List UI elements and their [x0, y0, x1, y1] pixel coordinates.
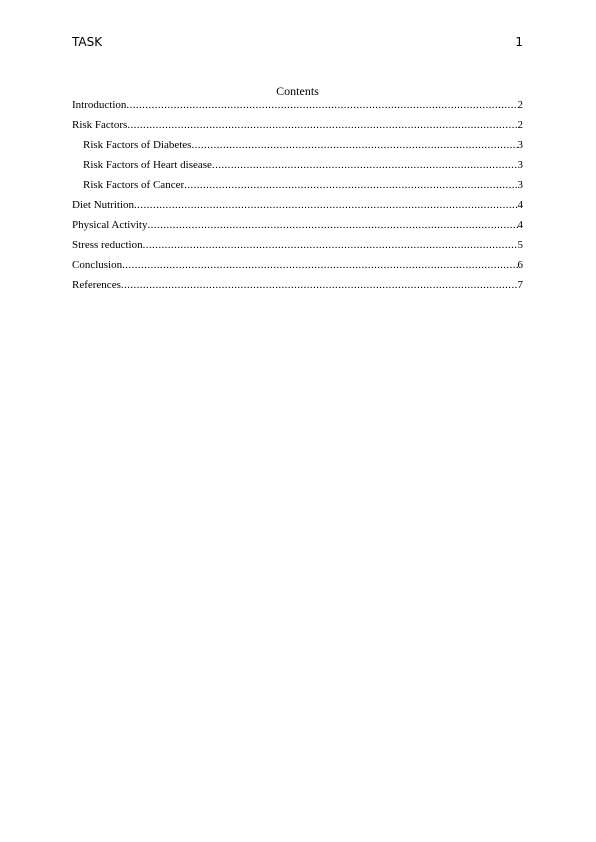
toc-dot-leader [143, 238, 518, 253]
toc-entry-label: Risk Factors of Diabetes [83, 139, 192, 151]
header-page-number: 1 [515, 35, 523, 49]
toc-entry-page: 4 [517, 219, 523, 231]
toc-dot-leader [127, 118, 517, 133]
toc-entry-risk-factors[interactable] [72, 118, 523, 138]
toc-entry-risk-factors-heart-disease[interactable] [72, 158, 523, 178]
toc-dot-leader [191, 138, 517, 153]
toc-dot-leader [122, 258, 517, 273]
toc-entry-page: 7 [517, 279, 523, 291]
toc-entry-stress-reduction[interactable] [72, 238, 523, 258]
toc-entry-diet-nutrition[interactable] [72, 198, 523, 218]
toc-entry-label: Stress reduction [72, 239, 143, 251]
toc-entry-page: 2 [517, 99, 523, 111]
toc-dot-leader [184, 178, 517, 193]
toc-dot-leader [212, 158, 518, 173]
toc-entry-page: 2 [517, 119, 523, 131]
toc-entry-label: Physical Activity [72, 219, 148, 231]
toc-entry-label: Introduction [72, 99, 127, 111]
toc-entry-page: 4 [517, 199, 523, 211]
table-of-contents [72, 98, 523, 298]
toc-heading: Contents [276, 84, 319, 98]
toc-entry-label: Conclusion [72, 259, 123, 271]
toc-entry-label: Risk Factors of Cancer [83, 179, 185, 191]
toc-entry-page: 3 [517, 159, 523, 171]
toc-entry-page: 3 [517, 179, 523, 191]
toc-dot-leader [121, 278, 518, 293]
toc-entry-physical-activity[interactable] [72, 218, 523, 238]
toc-entry-conclusion[interactable] [72, 258, 523, 278]
toc-entry-risk-factors-diabetes[interactable] [72, 138, 523, 158]
toc-entry-label: Diet Nutrition [72, 199, 135, 211]
header-title: TASK [72, 35, 103, 49]
toc-entry-risk-factors-cancer[interactable] [72, 178, 523, 198]
toc-entry-page: 6 [517, 259, 523, 271]
page-header [72, 34, 523, 50]
toc-entry-page: 3 [517, 139, 523, 151]
toc-dot-leader [147, 218, 517, 233]
toc-entry-page: 5 [517, 239, 523, 251]
toc-entry-label: References [72, 279, 121, 291]
toc-entry-label: Risk Factors [72, 119, 128, 131]
toc-entry-references[interactable] [72, 278, 523, 298]
toc-dot-leader [126, 98, 517, 113]
toc-dot-leader [134, 198, 517, 213]
toc-entry-label: Risk Factors of Heart disease [83, 159, 212, 171]
toc-entry-introduction[interactable] [72, 98, 523, 118]
